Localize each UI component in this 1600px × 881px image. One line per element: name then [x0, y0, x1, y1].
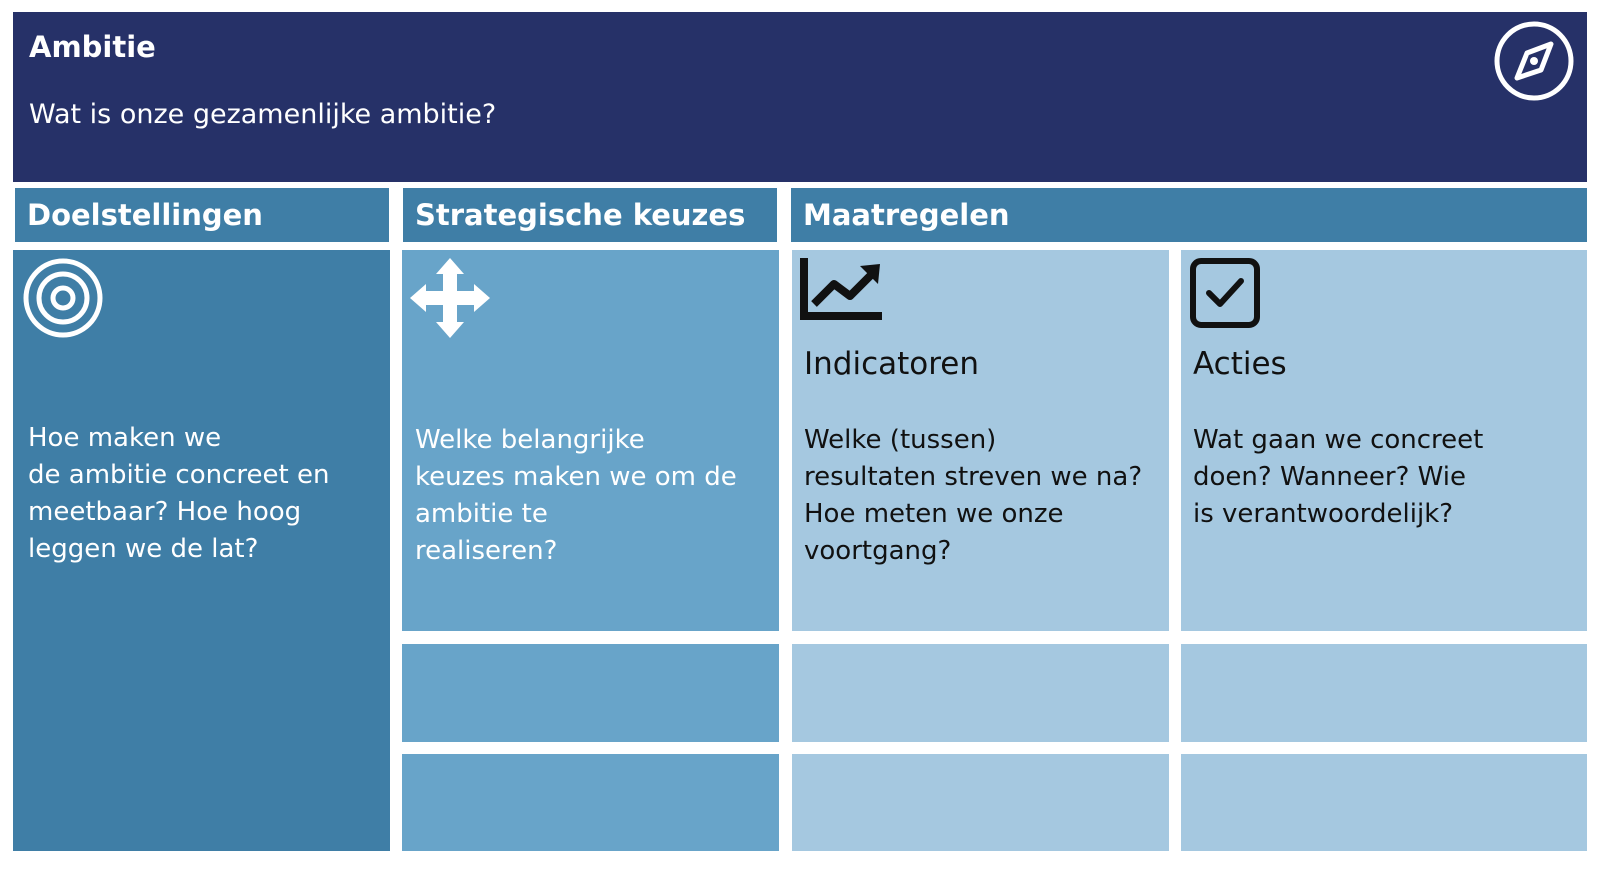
checkbox-icon: [1189, 257, 1261, 329]
doelstellingen-header: Doelstellingen: [15, 188, 389, 242]
strategische-keuzes-header: Strategische keuzes: [403, 188, 777, 242]
ambitie-title: Ambitie: [29, 30, 156, 64]
ambitie-banner: [13, 12, 1587, 182]
maatregelen-header: Maatregelen: [791, 188, 1587, 242]
strategische-keuzes-question: Welke belangrijke keuzes maken we om de ambitie te realiseren?: [415, 425, 737, 566]
acties-row-2: [1181, 644, 1587, 742]
strategische-keuzes-row-2: [402, 644, 779, 742]
indicatoren-question: Welke (tussen) resultaten streven we na? Hoe meten we onze voortgang?: [804, 425, 1143, 566]
indicatoren-row-2: [792, 644, 1169, 742]
acties-panel: [1181, 250, 1587, 631]
indicatoren-title: Indicatoren: [804, 346, 980, 382]
strategische-keuzes-row-3: [402, 754, 779, 851]
compass-icon: [1493, 20, 1575, 102]
ambitie-question: Wat is onze gezamenlijke ambitie?: [29, 99, 497, 130]
trend-chart-icon: [800, 256, 884, 322]
doelstellingen-panel: [13, 250, 390, 851]
move-arrows-icon: [408, 256, 492, 340]
strategische-keuzes-panel: [402, 250, 779, 631]
target-icon: [21, 256, 105, 340]
acties-title: Acties: [1193, 346, 1287, 382]
doelstellingen-question: Hoe maken we de ambitie concreet en meetbaar? Hoe hoog leggen we de lat?: [28, 423, 330, 564]
indicatoren-row-3: [792, 754, 1169, 851]
acties-question: Wat gaan we concreet doen? Wanneer? Wie is verantwoordelijk?: [1193, 425, 1484, 529]
indicatoren-panel: [792, 250, 1169, 631]
acties-row-3: [1181, 754, 1587, 851]
